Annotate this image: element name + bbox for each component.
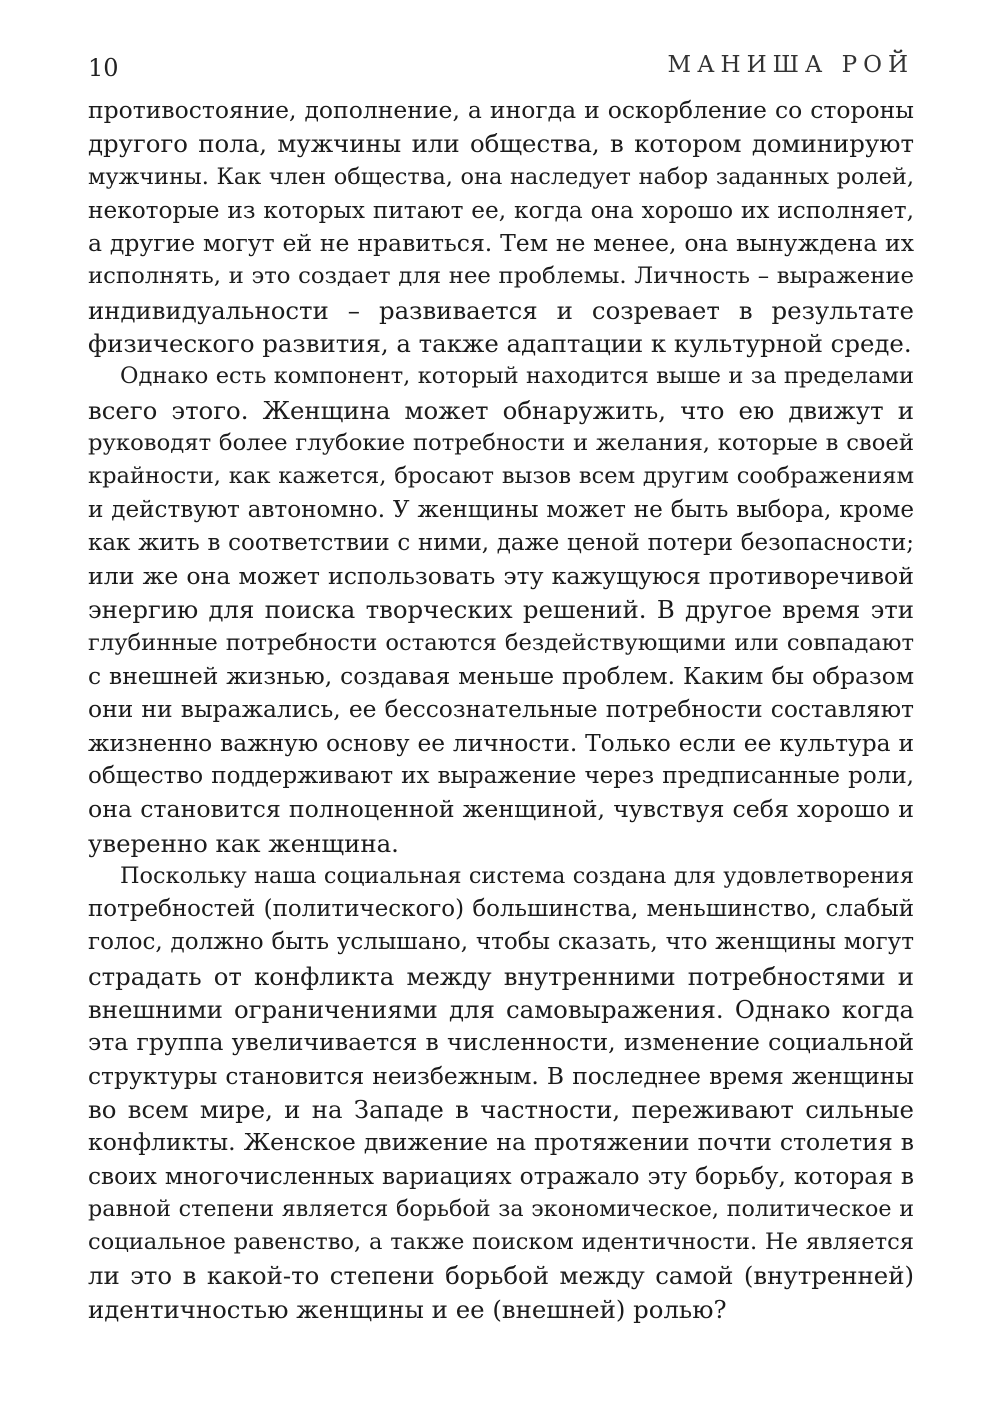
text-line: они ни выражались, ее бессознательные потребности составляют [88,695,914,724]
text-line: с внешней жизнью, создавая меньше проблем. Каким бы образом [88,662,914,691]
text-line: конфликты. Женское движение на протяжении почти столетия в [88,1128,914,1157]
text-line: глубинные потребности остаются бездействующими или совпадают [88,629,914,656]
text-line: или же она может использовать эту кажущуюся противоречивой [88,562,914,591]
text-line: руководят более глубокие потребности и желания, которые в своей [88,429,914,456]
text-line: своих многочисленных вариациях отражало эту борьбу, которая в [88,1162,914,1190]
text-line: энергию для поиска творческих решений. В другое время эти [88,595,914,625]
text-line: социальное равенство, а также поиском идентичности. Не является [88,1229,914,1256]
body-text [88,94,914,1326]
text-line: индивидуальности – развивается и созревает в результате [88,295,914,325]
paragraph-1 [88,94,914,360]
text-line: потребностей (политического) большинства, меньшинство, слабый [88,896,914,923]
paragraph-3 [88,860,914,1326]
running-head [88,50,914,90]
paragraph-2 [88,360,914,859]
text-line: Однако есть компонент, который находится выше и за пределами [120,363,914,390]
text-line: она становится полноценной женщиной, чувствуя себя хорошо и [88,795,914,824]
text-line: эта группа увеличивается в численности, изменение социальной [88,1028,914,1057]
text-line: уверенно как женщина. [88,828,399,858]
page-number: 10 [88,54,119,82]
text-line: внешними ограничениями для самовыражения. Однако когда [88,995,914,1025]
text-line: другого пола, мужчины или общества, в котором доминируют [88,129,914,159]
text-line: Поскольку наша социальная система создана для удовлетворения [120,862,914,889]
text-line: физического развития, а также адаптации к культурной среде. [88,329,912,359]
text-line: ли это в какой-то степени борьбой между самой (внутренней) [88,1261,914,1291]
text-line: всего этого. Женщина может обнаружить, что ею движут и [88,395,914,425]
text-line: равной степени является борьбой за экономическое, политическое и [88,1195,914,1222]
text-line: жизненно важную основу ее личности. Только если ее культура и [88,728,914,757]
text-line: структуры становится неизбежным. В последнее время женщины [88,1062,914,1090]
text-line: противостояние, дополнение, а иногда и оскорбление со стороны [88,96,914,124]
text-line: как жить в соответствии с ними, даже ценой потери безопасности; [88,529,914,556]
text-line: идентичностью женщины и ее (внешней) ролью? [88,1294,727,1324]
running-head-author: МАНИША РОЙ [667,52,914,78]
text-line: крайности, как кажется, бросают вызов всем другим соображениям [88,463,914,490]
text-line: голос, должно быть услышано, чтобы сказать, что женщины могут [88,929,914,956]
text-line: во всем мире, и на Западе в частности, переживают сильные [88,1094,914,1124]
text-line: общество поддерживают их выражение через предписанные роли, [88,762,914,789]
text-line: и действуют автономно. У женщины может не быть выбора, кроме [88,496,914,523]
text-line: а другие могут ей не нравиться. Тем не менее, она вынуждена их [88,229,914,258]
text-line: исполнять, и это создает для нее проблемы. Личность – выражение [88,263,914,290]
text-line: страдать от конфликта между внутренними потребностями и [88,961,914,991]
text-line: мужчины. Как член общества, она наследует набор заданных ролей, [88,163,914,190]
text-line: некоторые из которых питают ее, когда она хорошо их исполняет, [88,196,914,224]
